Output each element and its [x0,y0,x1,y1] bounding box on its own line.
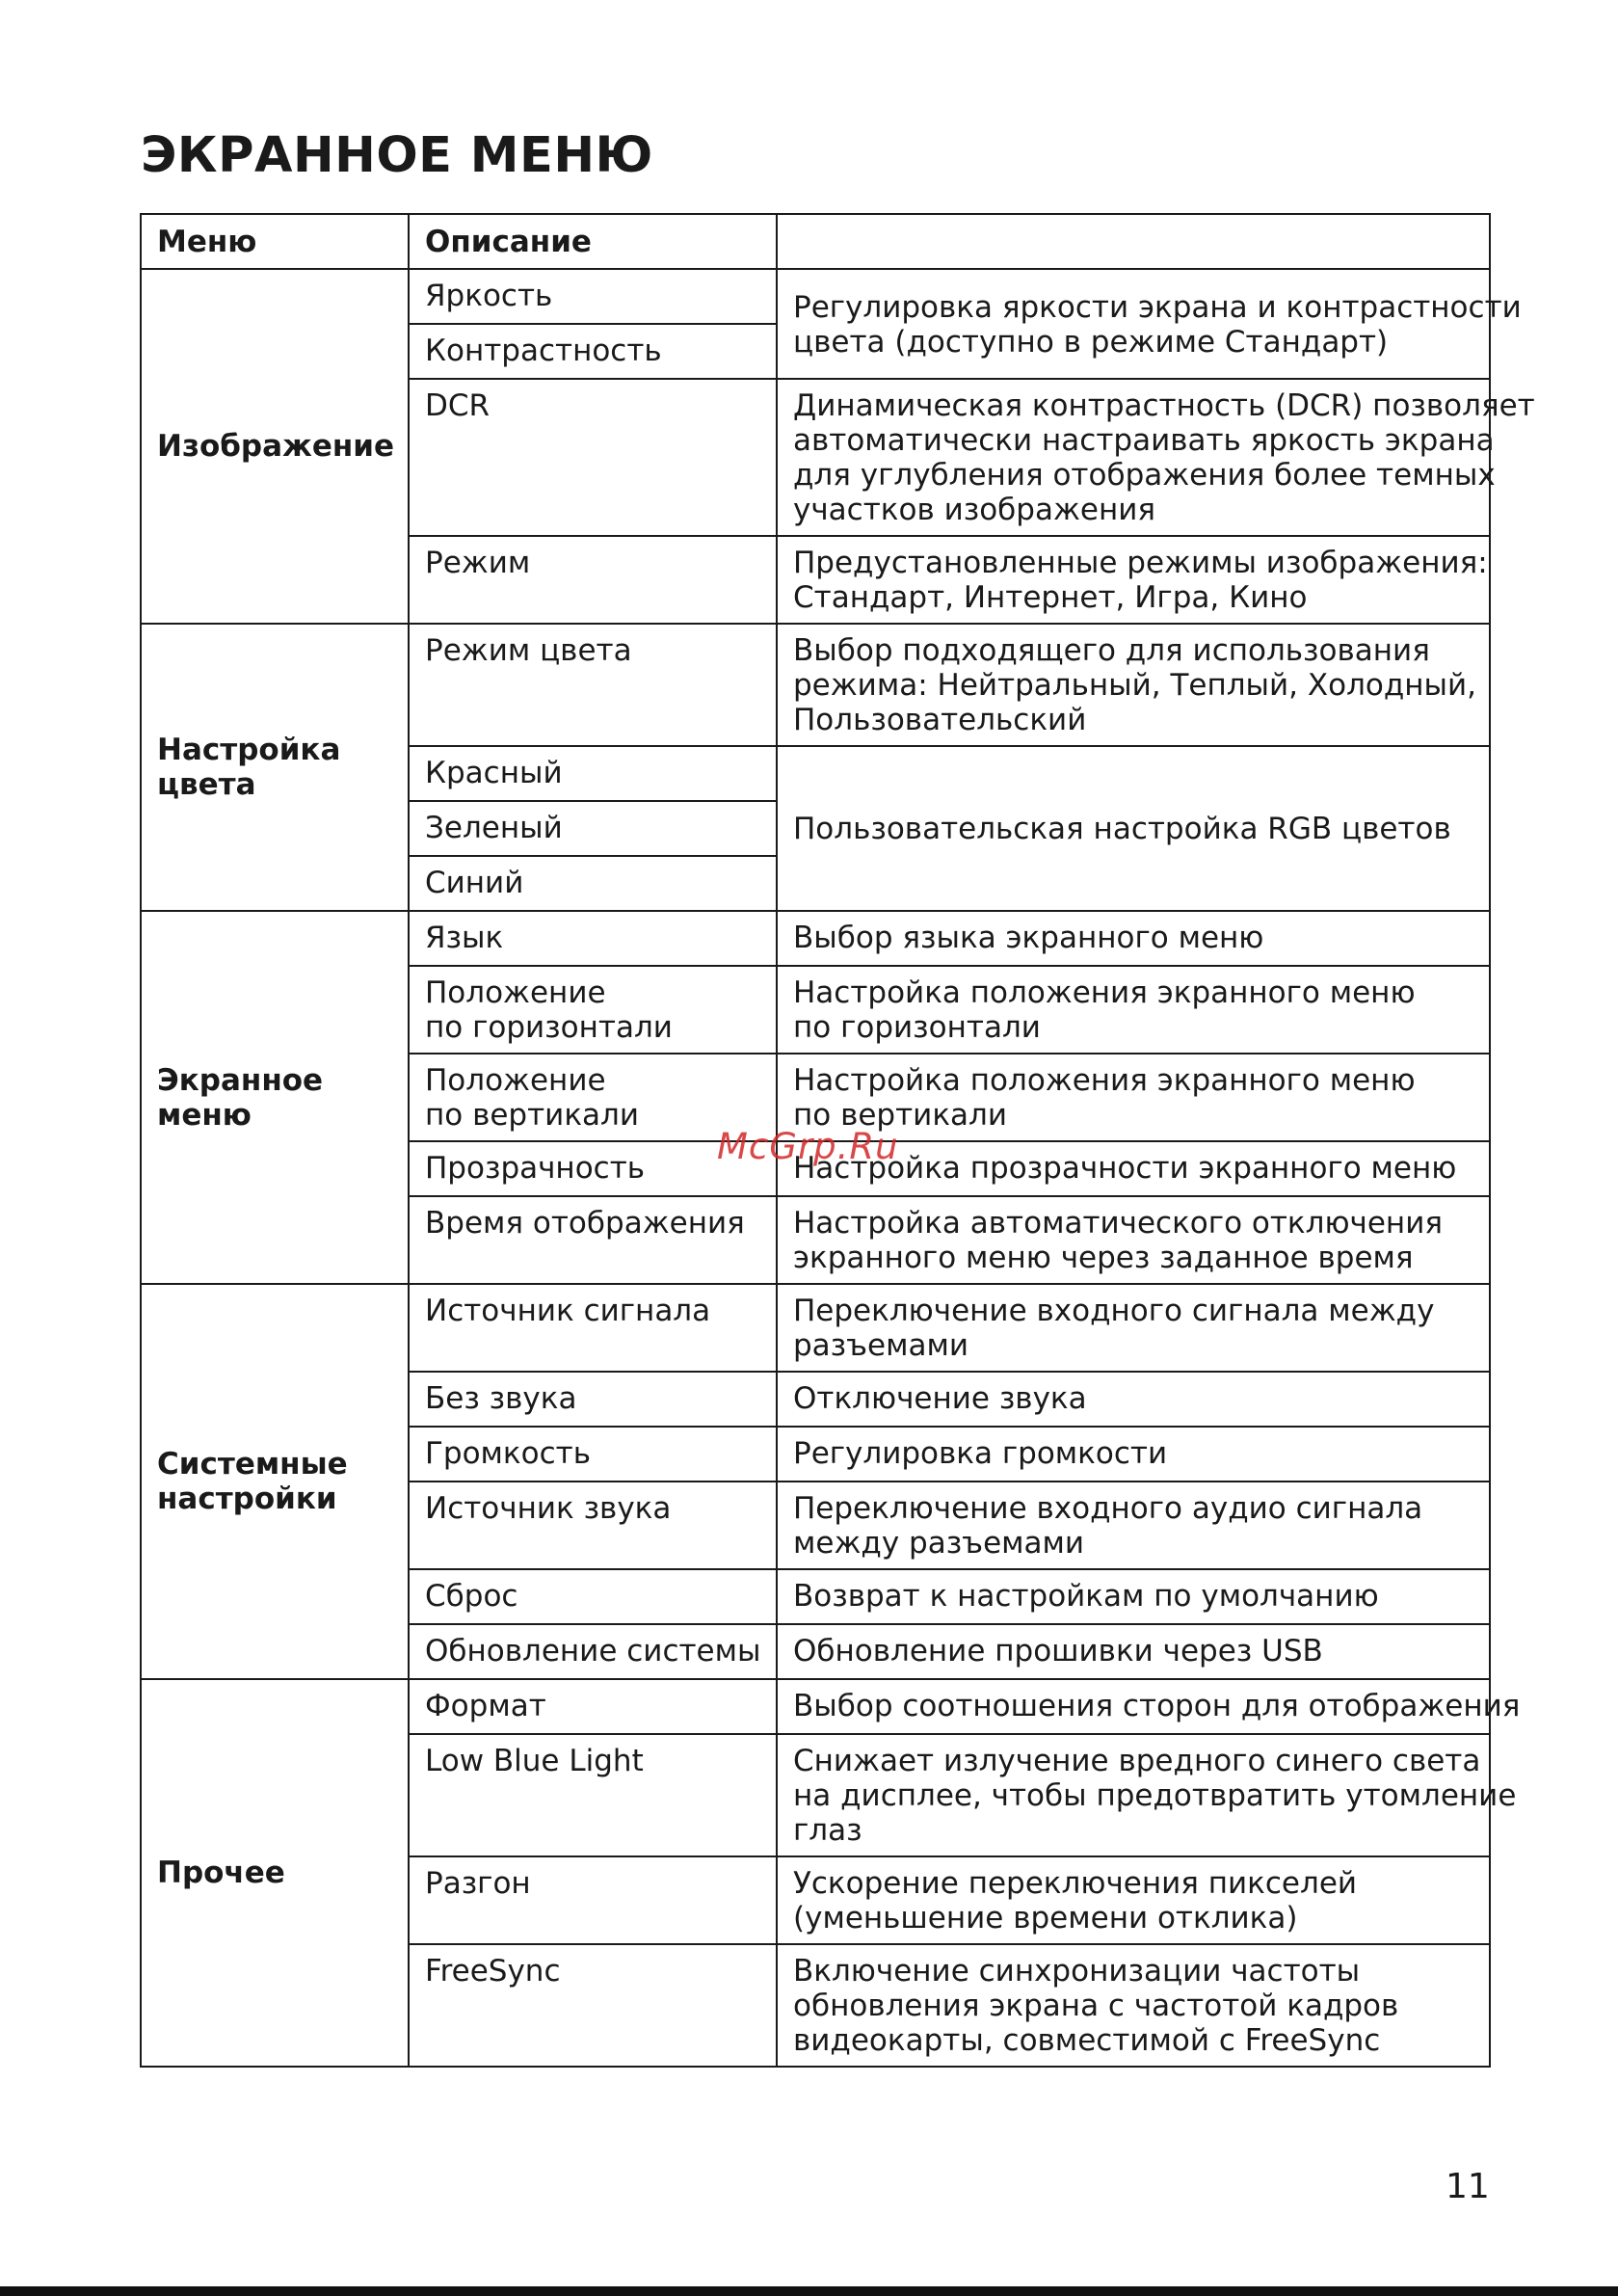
bottom-rule [0,2286,1618,2296]
table-row [141,1284,1490,1372]
item-format: Формат [409,1679,777,1734]
section-color: Настройка цвета [141,624,409,911]
item-signal-source: Источник сигнала [409,1284,777,1372]
item-mode: Режим [409,536,777,624]
item-system-update: Обновление системы [409,1624,777,1679]
desc-system-update: Обновление прошивки через USB [777,1624,1490,1679]
section-label: Изображение [157,429,395,464]
section-label: Системные [157,1447,348,1482]
table-header-row [141,214,1490,269]
item-language: Язык [409,911,777,966]
section-label: Настройка [157,733,341,767]
desc-brightness-contrast: Регулировка яркости экрана и контрастности цвета (доступно в режиме Стандарт) [777,269,1490,379]
item-blue: Синий [409,856,777,911]
header-menu: Меню [141,214,409,269]
desc-display-time: Настройка автоматического отключения экранного меню через заданное время [777,1196,1490,1284]
item-dcr: DCR [409,379,777,536]
item-brightness: Яркость [409,269,777,324]
watermark: McGrp.Ru [717,1126,899,1167]
item-mute: Без звука [409,1372,777,1427]
desc-overdrive: Ускорение переключения пикселей (уменьшение времени отклика) [777,1856,1490,1944]
table-row [141,911,1490,966]
section-osd: Экранное меню [141,911,409,1284]
desc-color-mode: Выбор подходящего для использования режима: Нейтральный, Теплый, Холодный, Пользовательский [777,624,1490,746]
table-row [141,269,1490,324]
item-v-position: Положение по вертикали [409,1054,777,1141]
page-number: 11 [1446,2167,1490,2206]
item-contrast: Контрастность [409,324,777,379]
section-label: Прочее [157,1855,285,1890]
desc-h-position: Настройка положения экранного меню по горизонтали [777,966,1490,1054]
item-low-blue-light: Low Blue Light [409,1734,777,1856]
item-h-position: Положение по горизонтали [409,966,777,1054]
section-system: Системные настройки [141,1284,409,1679]
desc-reset: Возврат к настройкам по умолчанию [777,1569,1490,1624]
desc-volume: Регулировка громкости [777,1427,1490,1482]
desc-rgb: Пользовательская настройка RGB цветов [777,746,1490,911]
item-green: Зеленый [409,801,777,856]
item-color-mode: Режим цвета [409,624,777,746]
item-transparency: Прозрачность [409,1141,777,1196]
desc-audio-source: Переключение входного аудио сигнала между разъемами [777,1482,1490,1569]
item-overdrive: Разгон [409,1856,777,1944]
desc-signal-source: Переключение входного сигнала между разъемами [777,1284,1490,1372]
table-row [141,624,1490,746]
desc-v-position: Настройка положения экранного меню по вертикали [777,1054,1490,1141]
item-freesync: FreeSync [409,1944,777,2067]
desc-freesync: Включение синхронизации частоты обновления экрана с частотой кадров видеокарты, совместимой с FreeSync [777,1944,1490,2067]
item-volume: Громкость [409,1427,777,1482]
desc-mute: Отключение звука [777,1372,1490,1427]
header-empty [777,214,1490,269]
section-other [141,1679,409,2067]
desc-mode: Предустановленные режимы изображения: Стандарт, Интернет, Игра, Кино [777,536,1490,624]
section-image [141,269,409,624]
table-row [141,1679,1490,1734]
item-display-time: Время отображения [409,1196,777,1284]
header-description: Описание [409,214,777,269]
desc-transparency: Настройка прозрачности экранного меню [777,1141,1490,1196]
section-label: Экранное [157,1062,324,1098]
desc-language: Выбор языка экранного меню [777,911,1490,966]
item-audio-source: Источник звука [409,1482,777,1569]
desc-format: Выбор соотношения сторон для отображения [777,1679,1490,1734]
desc-dcr: Динамическая контрастность (DCR) позволяет автоматически настраивать яркость экрана для углубления отображения более темных участков изображения [777,379,1490,536]
item-red: Красный [409,746,777,801]
page-title: ЭКРАННОЕ МЕНЮ [141,127,653,184]
desc-low-blue-light: Снижает излучение вредного синего света на дисплее, чтобы предотвратить утомление глаз [777,1734,1490,1856]
item-reset: Сброс [409,1569,777,1624]
